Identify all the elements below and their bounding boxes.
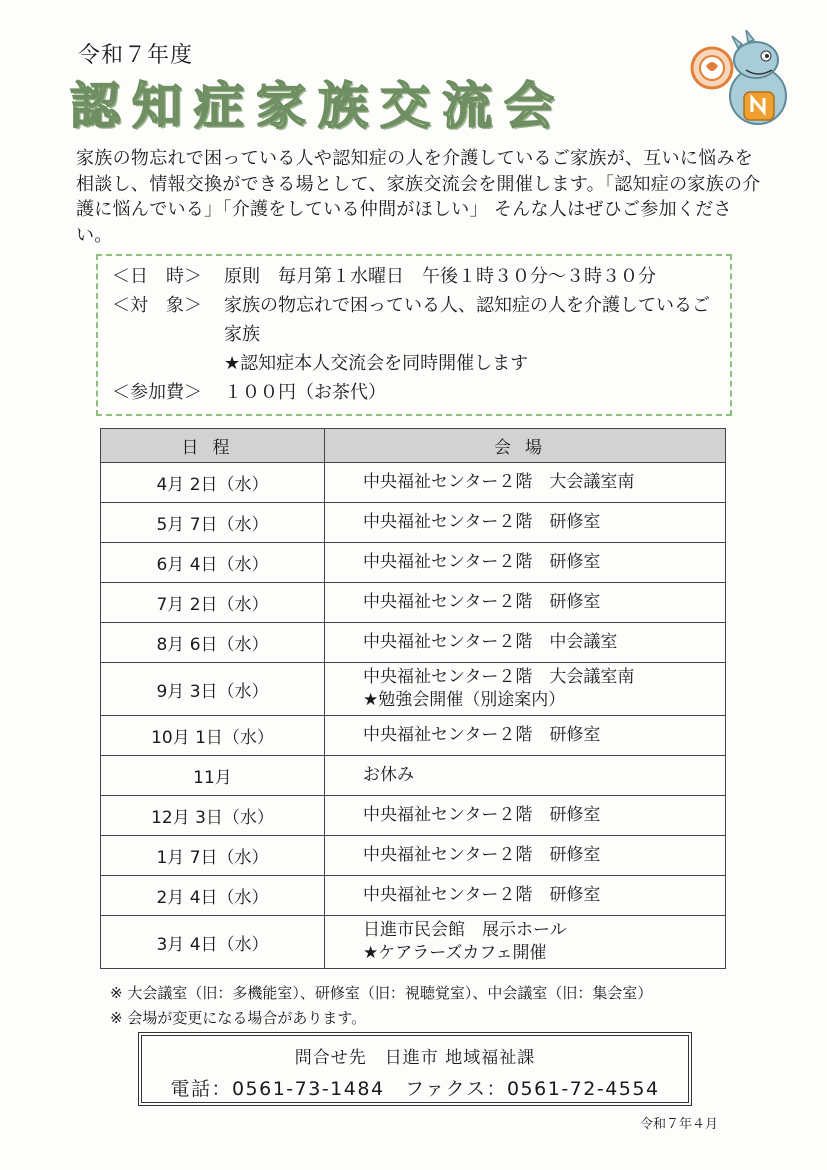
target-note: ★認知症本人交流会を同時開催します xyxy=(224,353,529,374)
datetime-row xyxy=(112,262,720,291)
row-venue-note: ★ケアラーズカフェ開催 xyxy=(363,943,547,963)
row-date: 8月 6日（水） xyxy=(101,623,325,663)
row-venue-note: ★勉強会開催（別途案内） xyxy=(363,690,566,710)
note-room-names: ※ 大会議室（旧：多機能室）、研修室（旧：視聴覚室）、中会議室（旧：集会室） xyxy=(110,984,653,1002)
fee-row xyxy=(112,378,720,407)
row-venue: お休み xyxy=(325,756,726,796)
row-venue xyxy=(325,916,726,969)
fee-label: ＜参加費＞ xyxy=(112,382,202,403)
row-date: 1月 7日（水） xyxy=(101,836,325,876)
table-row xyxy=(101,583,726,623)
datetime-label: ＜日 時＞ xyxy=(112,266,202,287)
note-venue-change: ※ 会場が変更になる場合があります。 xyxy=(110,1009,367,1027)
mascot-icon xyxy=(686,30,796,130)
row-venue: 中央福祉センター２階 中会議室 xyxy=(325,623,726,663)
row-venue: 中央福祉センター２階 大会議室南 xyxy=(325,463,726,503)
row-venue-name: 中央福祉センター２階 大会議室南 xyxy=(363,667,635,687)
row-date: 4月 2日（水） xyxy=(101,463,325,503)
contact-phone-fax: 電話：0561-73-1484 ファクス：0561-72-4554 xyxy=(170,1078,660,1100)
table-row xyxy=(101,796,726,836)
fee-value: １００円（お茶代） xyxy=(224,382,386,403)
intro-paragraph: 家族の物忘れで困っている人や認知症の人を介護しているご家族が、互いに悩みを相談し、情報交換ができる場として、家族交流会を開催します。「認知症の家族の介護に悩んでいる」「介護をしている仲間がほしい」 そんな人はぜひご参加ください。 xyxy=(76,148,761,246)
row-date: 9月 3日（水） xyxy=(101,663,325,716)
notes xyxy=(110,981,652,1031)
row-venue: 中央福祉センター２階 研修室 xyxy=(325,583,726,623)
header-venue: 会場 xyxy=(325,429,726,463)
table-row xyxy=(101,623,726,663)
target-row xyxy=(112,291,720,349)
target-value: 家族の物忘れで困っている人、認知症の人を介護しているご家族 xyxy=(224,295,710,345)
table-row xyxy=(101,716,726,756)
row-venue: 中央福祉センター２階 研修室 xyxy=(325,716,726,756)
table-row xyxy=(101,756,726,796)
row-date: 6月 4日（水） xyxy=(101,543,325,583)
table-row xyxy=(101,916,726,969)
table-row xyxy=(101,663,726,716)
schedule-header-row xyxy=(101,429,726,463)
row-date: 3月 4日（水） xyxy=(101,916,325,969)
issue-date: 令和７年４月 xyxy=(640,1117,719,1132)
header-date: 日程 xyxy=(101,429,325,463)
row-venue: 中央福祉センター２階 研修室 xyxy=(325,876,726,916)
contact-department: 問合せ先 日進市 地域福祉課 xyxy=(294,1048,536,1068)
row-venue: 中央福祉センター２階 研修室 xyxy=(325,503,726,543)
target-label: ＜対 象＞ xyxy=(112,295,202,316)
table-row xyxy=(101,543,726,583)
schedule-table xyxy=(100,428,726,969)
row-venue-name: 日進市民会館 展示ホール xyxy=(363,920,567,940)
table-row xyxy=(101,503,726,543)
table-row xyxy=(101,836,726,876)
row-date: 12月 3日（水） xyxy=(101,796,325,836)
table-row xyxy=(101,876,726,916)
contact-box xyxy=(138,1032,692,1106)
row-venue: 中央福祉センター２階 研修室 xyxy=(325,543,726,583)
table-row xyxy=(101,463,726,503)
row-venue xyxy=(325,663,726,716)
row-date: 7月 2日（水） xyxy=(101,583,325,623)
fiscal-year-label: 令和７年度 xyxy=(78,43,194,68)
row-date: 5月 7日（水） xyxy=(101,503,325,543)
row-date: 10月 1日（水） xyxy=(101,716,325,756)
event-info-box xyxy=(96,254,732,416)
row-date: 2月 4日（水） xyxy=(101,876,325,916)
datetime-value: 原則 毎月第１水曜日 午後１時３０分～３時３０分 xyxy=(224,266,656,287)
row-venue: 中央福祉センター２階 研修室 xyxy=(325,836,726,876)
row-venue: 中央福祉センター２階 研修室 xyxy=(325,796,726,836)
row-date: 11月 xyxy=(101,756,325,796)
page-title: 認知症家族交流会 xyxy=(70,77,566,135)
